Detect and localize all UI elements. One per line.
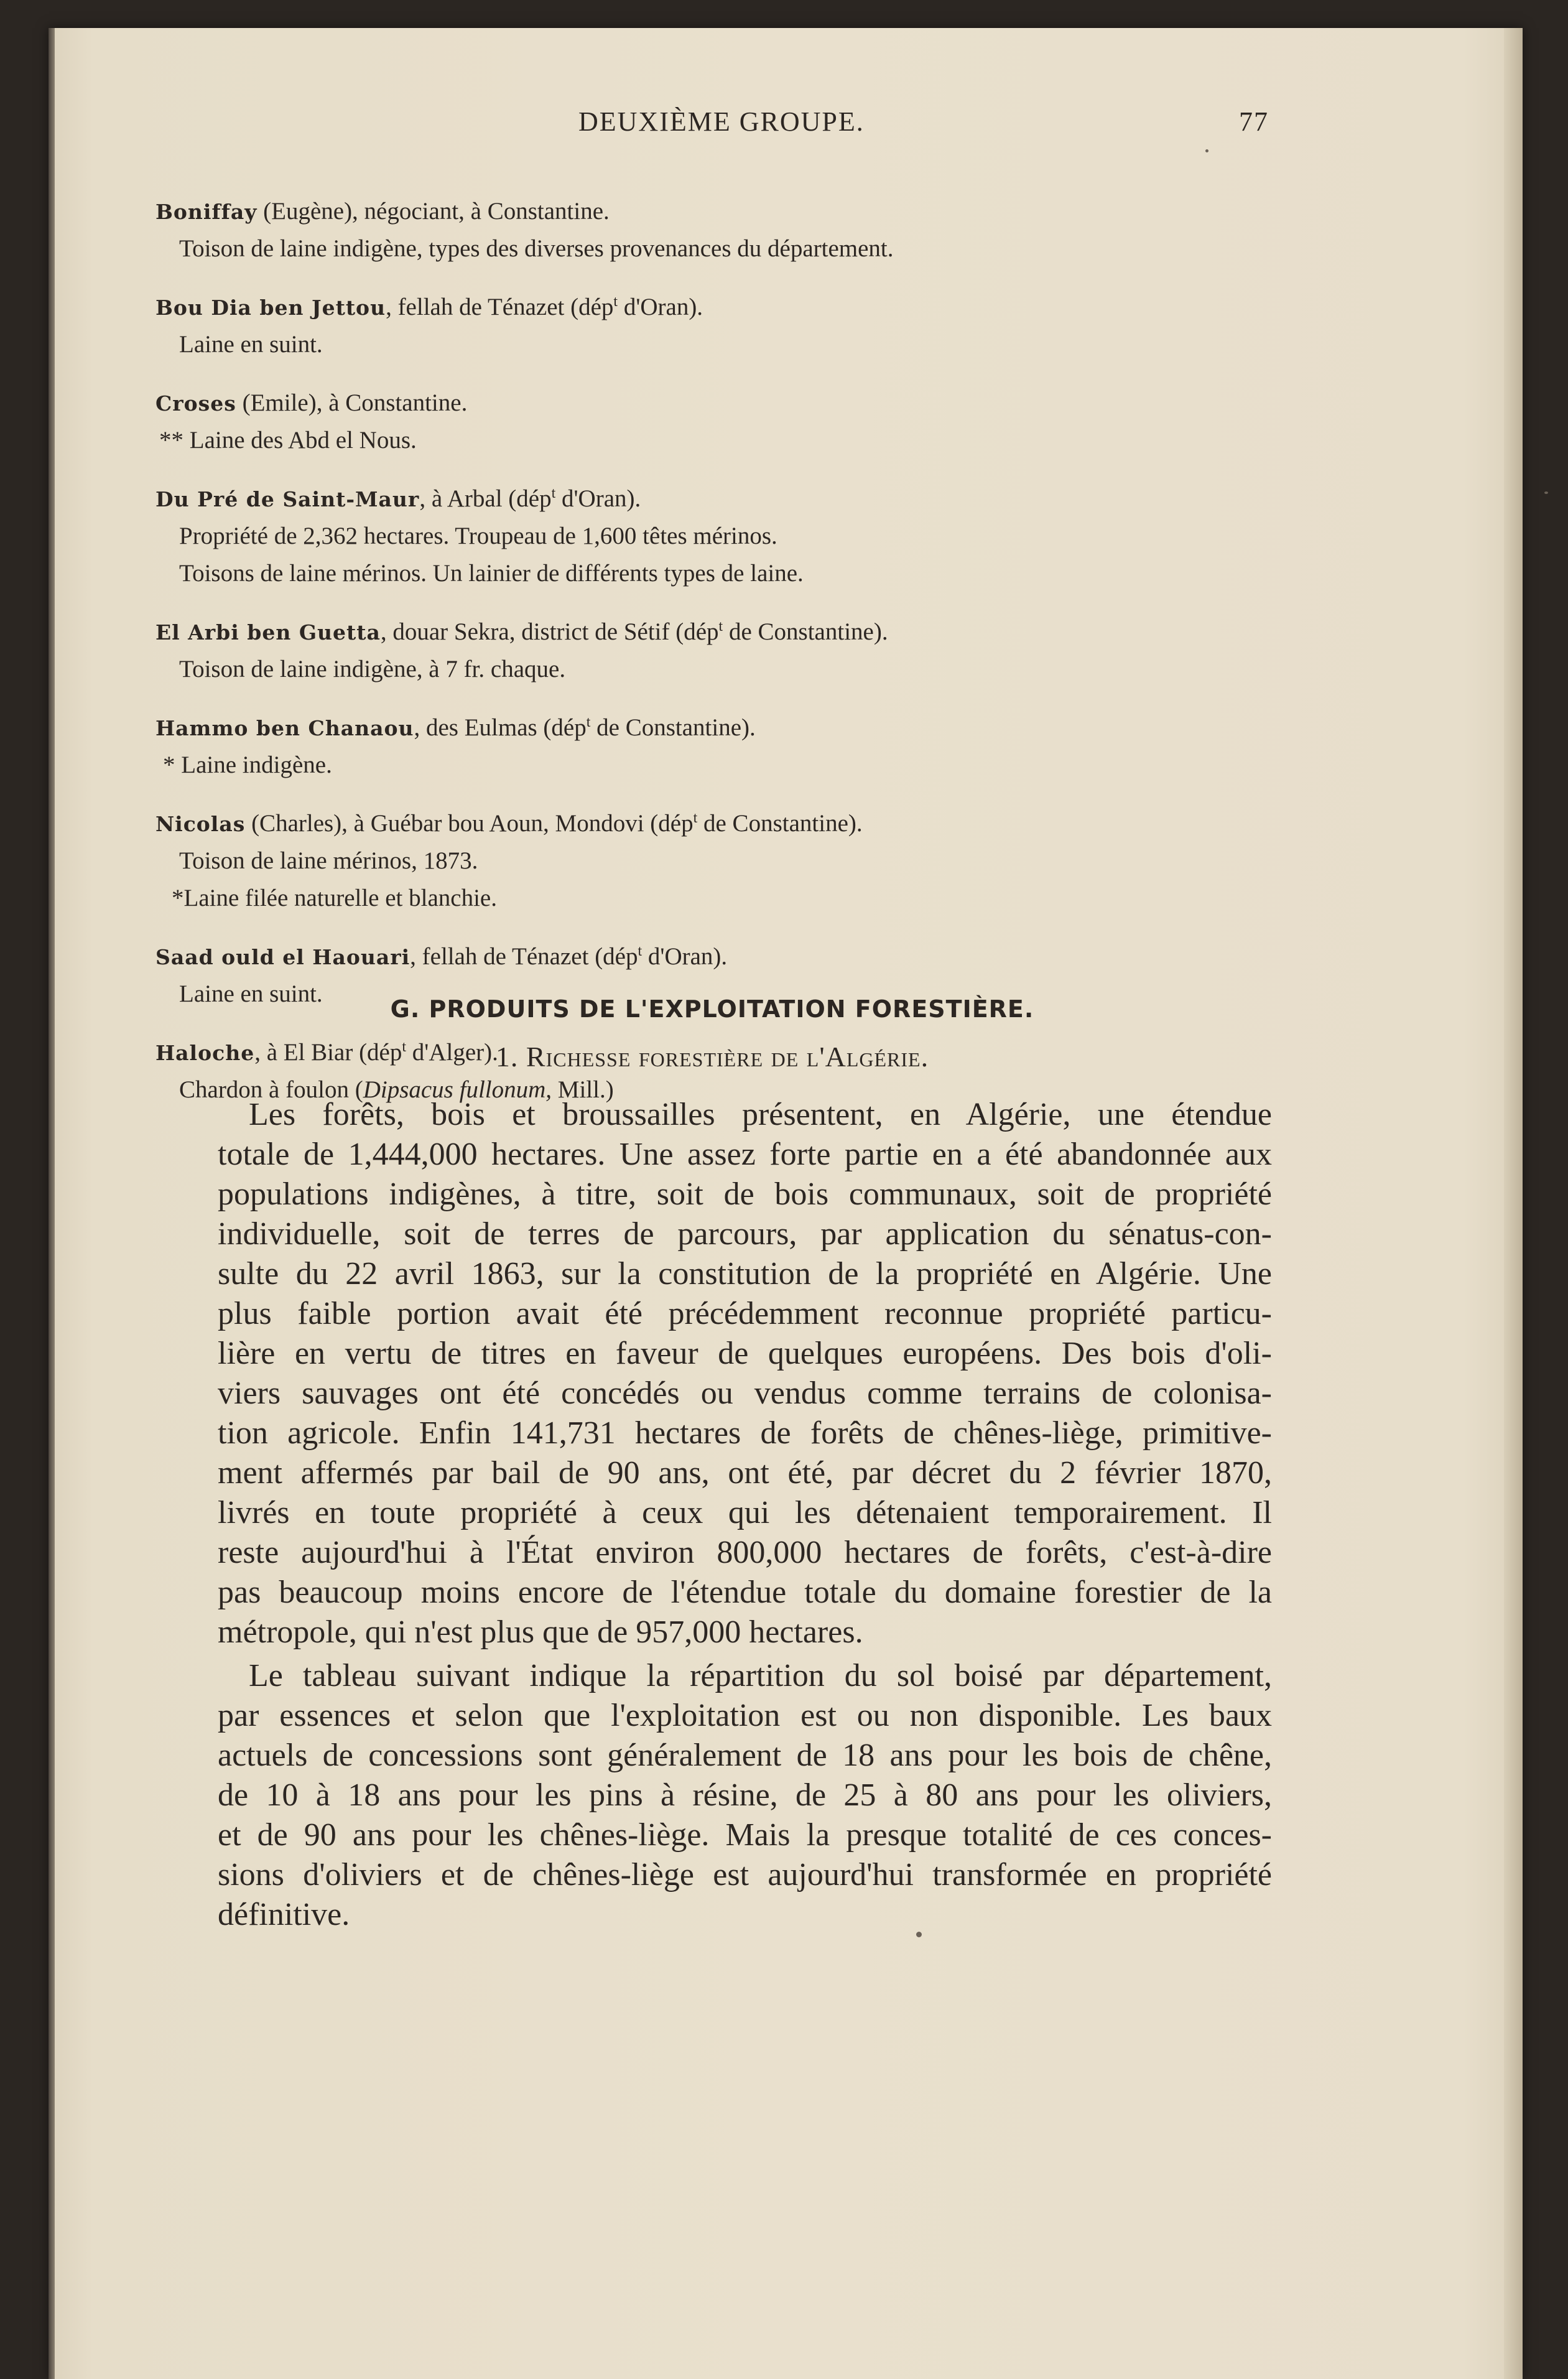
exhibitor-name: Du Pré de Saint-Maur [155, 487, 420, 511]
exhibitor-entry [155, 805, 1263, 917]
text-line: métropole, qui n'est plus que de 957,000 hectares. [218, 1614, 863, 1650]
book-gutter [49, 28, 55, 2379]
exhibitor-name: Bou Dia ben Jettou [155, 296, 386, 320]
text-line: Les forêts, bois et broussailles présentent, en Algérie, une étendue [249, 1097, 1272, 1132]
superscript: t [402, 1039, 407, 1055]
exhibitor-info-end: d'Oran). [555, 485, 641, 512]
section-heading: G. PRODUITS DE L'EXPLOITATION FORESTIÈRE. [390, 995, 1034, 1023]
exhibit-detail: Toison de laine indigène, types des diverses provenances du département. [179, 235, 894, 262]
text-line: ment affermés par bail de 90 ans, ont été, par décret du 2 février 1870, [218, 1455, 1272, 1491]
exhibitor-info: (Emile), à Constantine. [236, 389, 468, 416]
text-line: tion agricole. Enfin 141,731 hectares de forêts de chênes-liège, primitive- [218, 1415, 1272, 1451]
exhibitor-info: , des Eulmas (dép [414, 714, 587, 741]
text-line: actuels de concessions sont généralement de 18 ans pour les bois de chêne, [218, 1738, 1272, 1773]
exhibitor-name: Nicolas [155, 812, 246, 836]
paper-speck [1205, 149, 1208, 152]
superscript: t [613, 294, 618, 310]
exhibitor-info-end: d'Oran). [618, 294, 703, 320]
exhibitor-entry [155, 480, 1263, 592]
text-line: pas beaucoup moins encore de l'étendue totale du domaine forestier de la [218, 1575, 1272, 1610]
paragraph-1 [218, 1095, 1272, 1652]
exhibit-detail: Toisons de laine mérinos. Un lainier de différents types de laine. [179, 560, 804, 587]
exhibitor-entry [155, 709, 1263, 784]
exhibit-detail: * Laine indigène. [163, 752, 332, 778]
exhibitor-info: , douar Sekra, district de Sétif (dép [380, 618, 719, 645]
text-line: de 10 à 18 ans pour les pins à résine, de 25 à 80 ans pour les oliviers, [218, 1777, 1272, 1813]
text-line: sulte du 22 avril 1863, sur la constitution de la propriété en Algérie. Une [218, 1256, 1272, 1292]
text-line: sions d'oliviers et de chênes-liège est aujourd'hui transformée en propriété [218, 1857, 1272, 1892]
exhibit-detail: Toison de laine mérinos, 1873. [179, 847, 478, 874]
exhibit-detail: Toison de laine indigène, à 7 fr. chaque. [179, 656, 566, 682]
exhibit-detail: Laine en suint. [179, 331, 323, 358]
text-line: par essences et selon que l'exploitation est ou non disponible. Les baux [218, 1698, 1272, 1733]
exhibitor-info: , fellah de Ténazet (dép [386, 294, 614, 320]
exhibitor-list [155, 193, 1263, 1130]
text-line: Le tableau suivant indique la répartition du sol boisé par département, [249, 1658, 1272, 1693]
exhibitor-entry [155, 289, 1263, 363]
exhibit-detail: Laine en suint. [179, 980, 323, 1007]
subsection-number: 1. [495, 1041, 519, 1073]
subsection-text: Richesse forestière de l'Algérie. [526, 1041, 929, 1073]
exhibit-detail: *Laine filée naturelle et blanchie. [172, 885, 497, 911]
exhibitor-entry [155, 384, 1263, 459]
exhibitor-name: Saad ould el Haouari [155, 945, 411, 969]
exhibit-detail: ** Laine des Abd el Nous. [159, 427, 417, 454]
exhibitor-name: Boniffay [155, 200, 257, 224]
exhibitor-info-end: d'Alger). [406, 1039, 498, 1066]
text-line: totale de 1,444,000 hectares. Une assez forte partie en a été abandonnée aux [218, 1137, 1272, 1172]
exhibitor-name: Haloche [155, 1041, 255, 1065]
header-title: DEUXIÈME GROUPE. [578, 106, 865, 137]
running-header [155, 106, 1269, 149]
exhibitor-info: , à Arbal (dép [419, 485, 552, 512]
subsection-heading [155, 1040, 1269, 1073]
exhibitor-info-end: de Constantine). [697, 810, 863, 837]
exhibitor-info-end: d'Oran). [642, 943, 728, 970]
exhibitor-info: (Charles), à Guébar bou Aoun, Mondovi (dép [245, 810, 694, 837]
superscript: t [693, 810, 698, 826]
exhibitor-info: , fellah de Ténazet (dép [410, 943, 638, 970]
text-line: plus faible portion avait été précédemment reconnue propriété particu- [218, 1296, 1272, 1331]
text-line: définitive. [218, 1897, 350, 1932]
text-line: reste aujourd'hui à l'État environ 800,000 hectares de forêts, c'est-à-dire [218, 1535, 1272, 1570]
exhibitor-name: El Arbi ben Guetta [155, 620, 381, 645]
text-line: livrés en toute propriété à ceux qui les détenaient temporairement. Il [218, 1495, 1272, 1530]
exhibitor-entry [155, 193, 1263, 268]
detail-suffix: Mill.) [552, 1076, 614, 1103]
paper-speck [1544, 491, 1548, 494]
latin-name: Dipsacus fullonum, [363, 1076, 552, 1103]
text-line: viers sauvages ont été concédés ou vendus comme terrains de colonisa- [218, 1376, 1272, 1411]
superscript: t [551, 485, 556, 501]
paragraph-2 [218, 1656, 1272, 1935]
exhibitor-name: Croses [155, 391, 236, 416]
exhibitor-info: (Eugène), négociant, à Constantine. [257, 198, 610, 225]
text-line: et de 90 ans pour les chênes-liège. Mais la presque totalité de ces conces- [218, 1817, 1272, 1853]
text-line: lière en vertu de titres en faveur de quelques européens. Des bois d'oli- [218, 1336, 1272, 1371]
page-edge [1504, 28, 1523, 2379]
page-number: 77 [1239, 106, 1269, 137]
text-line: individuelle, soit de terres de parcours, par application du sénatus-con- [218, 1216, 1272, 1252]
superscript: t [586, 714, 591, 730]
exhibitor-info: , à El Biar (dép [254, 1039, 402, 1066]
body-text [218, 1095, 1272, 1939]
detail-prefix: Chardon à foulon ( [179, 1076, 363, 1103]
exhibitor-info-end: de Constantine). [590, 714, 756, 741]
exhibit-detail: Propriété de 2,362 hectares. Troupeau de 1,600 têtes mérinos. [179, 523, 777, 549]
exhibitor-name: Hammo ben Chanaou [155, 716, 414, 740]
exhibitor-entry [155, 613, 1263, 688]
exhibitor-info-end: de Constantine). [723, 618, 888, 645]
superscript: t [638, 943, 643, 959]
superscript: t [718, 618, 723, 635]
text-line: populations indigènes, à titre, soit de bois communaux, soit de propriété [218, 1176, 1272, 1212]
